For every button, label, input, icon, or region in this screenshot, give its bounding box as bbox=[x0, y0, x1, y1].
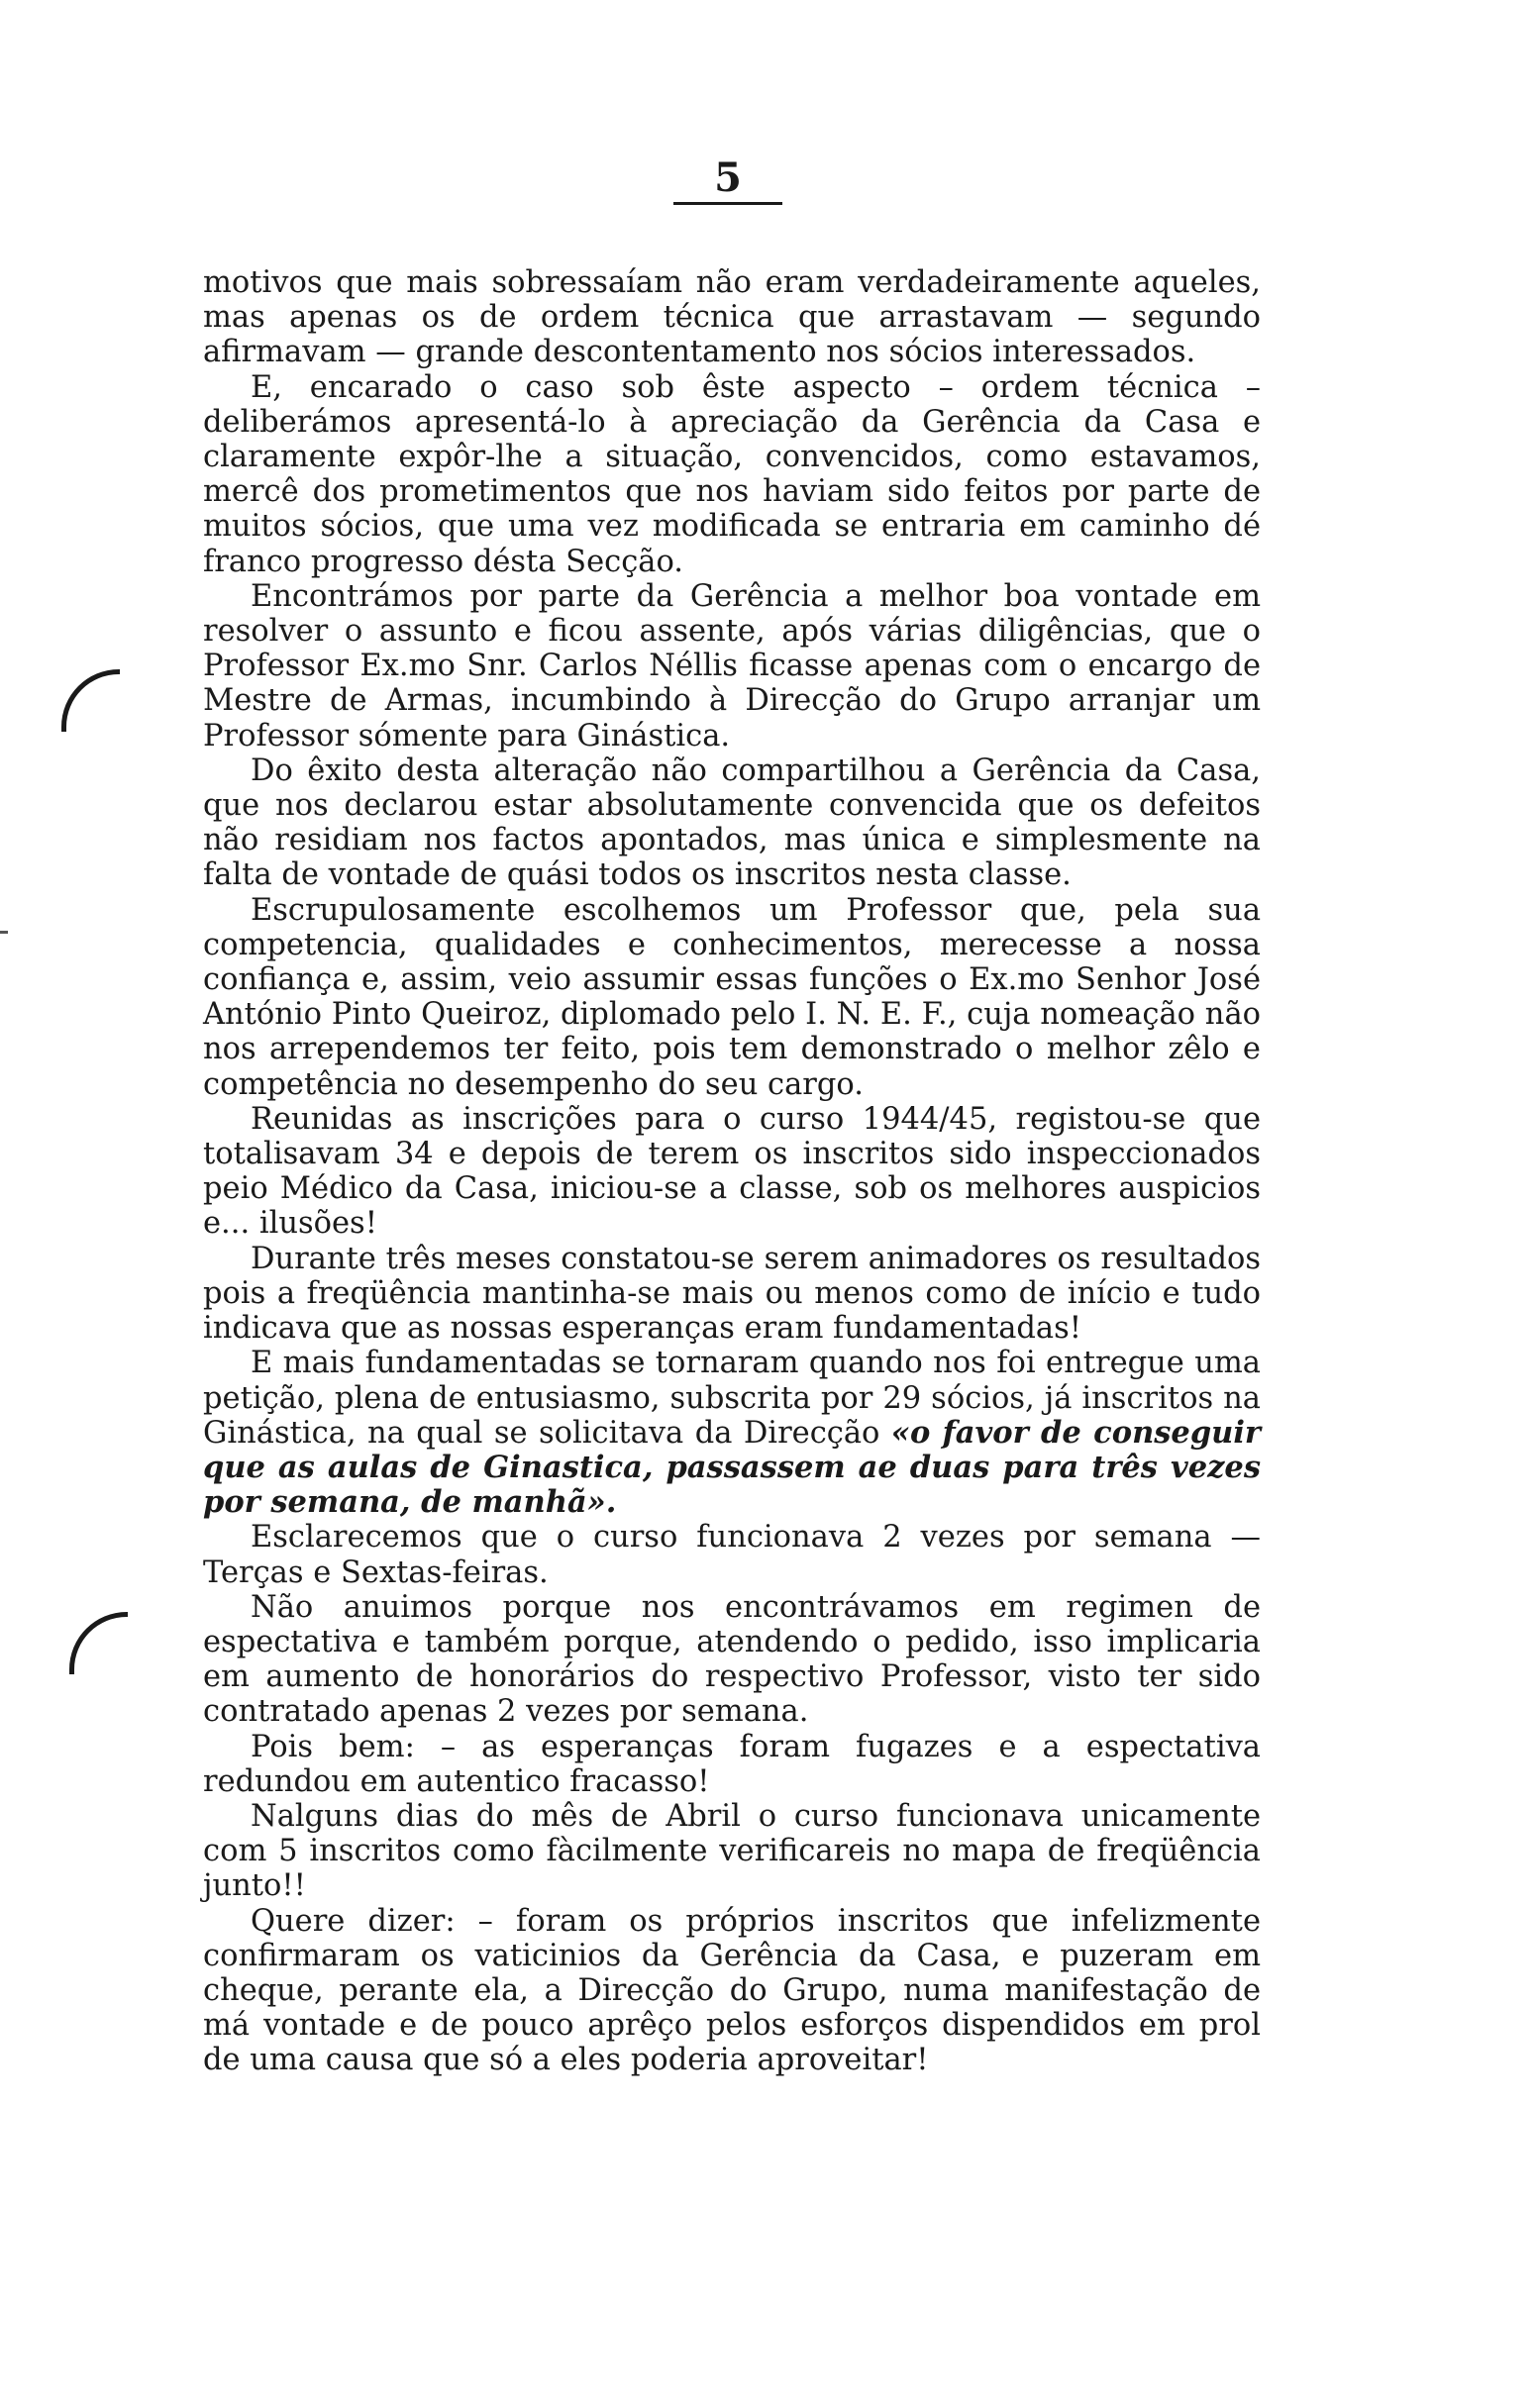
binding-hole-mark-top bbox=[61, 669, 120, 732]
paragraph-6: Reunidas as inscrições para o curso 1944/45, registou-se que totalisavam 34 e depois de terem os inscritos sido inspeccionados peio Médico da Casa, iniciou-se a classe, sob os melhores auspicios e... ilusões! bbox=[203, 1101, 1261, 1242]
binding-hole-mark-bottom bbox=[69, 1612, 128, 1674]
page-number: 5 bbox=[673, 158, 782, 205]
paragraph-13: Quere dizer: – foram os próprios inscritos que infelizmente confirmaram os vaticinios da Gerência da Casa, e puzeram em cheque, perante ela, a Direcção do Grupo, numa manifestação de má vontade e de pouco aprêço pelos esforços dispendidos em prol de uma causa que só a eles poderia aproveitar! bbox=[203, 1903, 1261, 2078]
paragraph-7: Durante três meses constatou-se serem animadores os resultados pois a freqüência mantinha-se mais ou menos como de início e tudo indicava que as nossas esperanças eram fundamentadas! bbox=[203, 1241, 1261, 1347]
petition-quote: «o favor de conseguir que as aulas de Ginastica, passassem ae duas para três vezes por semana, de manhã». bbox=[203, 1414, 1261, 1521]
paragraph-8 bbox=[203, 1346, 1261, 1520]
paragraph-12: Nalguns dias do mês de Abril o curso funcionava unicamente com 5 inscritos como fàcilmente verificareis no mapa de freqüência junto!! bbox=[203, 1798, 1261, 1904]
paragraph-4: Do êxito desta alteração não compartilhou a Gerência da Casa, que nos declarou estar absolutamente convencida que os defeitos não residiam nos factos apontados, mas única e simplesmente na falta de vontade de quási todos os inscritos nesta classe. bbox=[203, 752, 1261, 893]
paragraph-3: Encontrámos por parte da Gerência a melhor boa vontade em resolver o assunto e ficou assente, após várias diligências, que o Professor Ex.mo Snr. Carlos Néllis ficasse apenas com o encargo de Mestre de Armas, incumbindo à Direcção do Grupo arranjar um Professor sómente para Ginástica. bbox=[203, 578, 1261, 753]
body-text bbox=[203, 265, 1261, 2078]
paragraph-1: motivos que mais sobressaíam não eram verdadeiramente aqueles, mas apenas os de ordem técnica que arrastavam — segundo afirmavam — grande descontentamento nos sócios interessados. bbox=[203, 265, 1261, 370]
paragraph-5: Escrupulosamente escolhemos um Professor que, pela sua competencia, qualidades e conhecimentos, merecesse a nossa confiança e, assim, veio assumir essas funções o Ex.mo Senhor José António Pinto Queiroz, diplomado pelo I. N. E. F., cuja nomeação não nos arrependemos ter feito, pois tem demonstrado o melhor zêlo e competência no desempenho do seu cargo. bbox=[203, 892, 1261, 1102]
paragraph-2: E, encarado o caso sob êste aspecto – ordem técnica – deliberámos apresentá-lo à apreciação da Gerência da Casa e claramente expôr-lhe a situação, convencidos, como estavamos, mercê dos prometimentos que nos haviam sido feitos por parte de muitos sócios, que uma vez modificada se entraria em caminho dé franco progresso désta Secção. bbox=[203, 369, 1261, 579]
paragraph-10: Não anuimos porque nos encontrávamos em regimen de espectativa e também porque, atendendo o pedido, isso implicaria em aumento de honorários do respectivo Professor, visto ter sido contratado apenas 2 vezes por semana. bbox=[203, 1589, 1261, 1730]
paragraph-8-text: E mais fundamentadas se tornaram quando nos foi entregue uma petição, plena de entusiasmo, subscrita por 29 sócios, já inscritos na Ginástica, na qual se solicitava da Direcção bbox=[203, 1346, 1261, 1451]
paragraph-11: Pois bem: – as esperanças foram fugazes e a espectativa redundou em autentico fracasso! bbox=[203, 1729, 1261, 1799]
margin-dash bbox=[0, 931, 8, 934]
paragraph-9: Esclarecemos que o curso funcionava 2 vezes por semana — Terças e Sextas-feiras. bbox=[203, 1520, 1261, 1590]
